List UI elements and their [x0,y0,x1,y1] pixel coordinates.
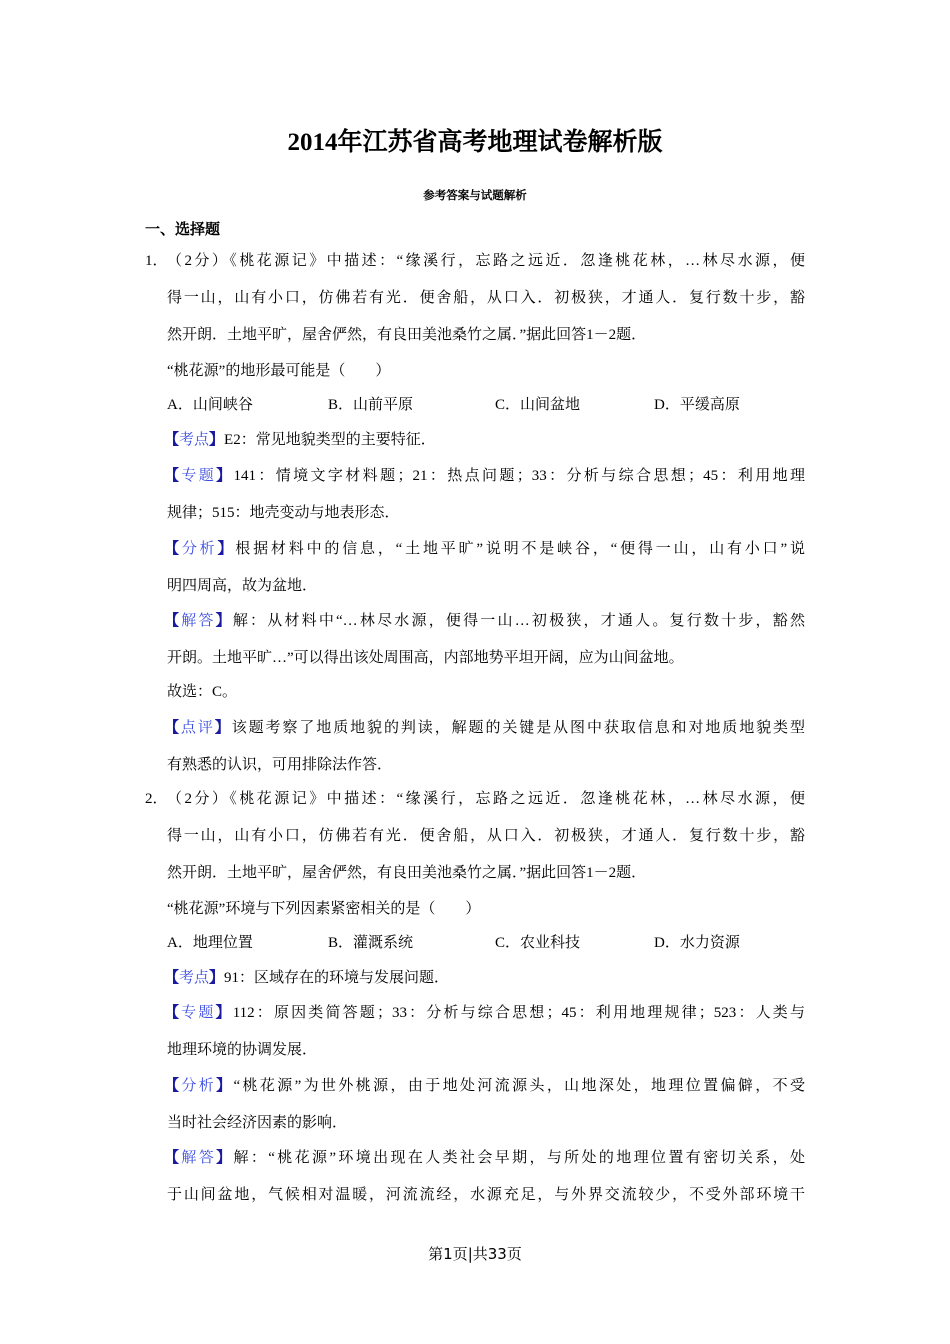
question-stem-line: （2分）《桃花源记》中描述：“缘溪行，忘路之远近．忽逢桃花林，…林尽水源，便 [167,791,805,807]
option-a: A．地理位置 [167,935,253,951]
question-number: 2． [145,791,168,807]
kaodian-tag: 【考点】 [164,432,225,448]
dianping-text-cont: 有熟悉的认识，可用排除法作答． [167,757,393,773]
section-heading: 一、选择题 [145,222,221,238]
jieda-tag: 【解答】 [164,1150,234,1166]
zhuanti-text-cont: 规律；515：地壳变动与地表形态． [167,505,400,521]
question-prompt: “桃花源”的地形最可能是（ ） [167,363,391,379]
zhuanti-text-cont: 地理环境的协调发展． [167,1042,318,1058]
fenxi-text-cont: 当时社会经济因素的影响． [167,1115,348,1131]
question-stem-line: 然开朗．土地平旷，屋舍俨然，有良田美池桑竹之属．”据此回答1－2题． [167,327,647,343]
fenxi-tag: 【分析】 [164,541,236,557]
question-number: 1． [145,253,168,269]
kaodian-tag: 【考点】 [164,970,225,986]
fenxi-text: “桃花源”为世外桃源，由于地处河流源头，山地深处，地理位置偏僻，不受 [233,1078,805,1094]
dianping-tag: 【点评】 [164,720,232,736]
zhuanti-text: 112：原因类简答题；33：分析与综合思想；45：利用地理规律；523：人类与 [232,1005,805,1021]
jieda-tag: 【解答】 [164,613,233,629]
kaodian-row [164,430,436,450]
document-title: 2014年江苏省高考地理试卷解析版 [287,129,663,156]
fenxi-row [164,539,805,559]
fenxi-text: 根据材料中的信息，“土地平旷”说明不是峡谷，“便得一山，山有小口”说 [235,541,805,557]
jieda-row [164,1148,805,1168]
dianping-row [164,718,805,738]
question-stem-line: （2分）《桃花源记》中描述：“缘溪行，忘路之远近．忽逢桃花林，…林尽水源，便 [167,253,805,269]
jieda-text: 解：“桃花源”环境出现在人类社会早期，与所处的地理位置有密切关系，处 [233,1150,805,1166]
document-subtitle: 参考答案与试题解析 [423,190,527,202]
jieda-row [164,611,805,631]
jieda-text-cont: 开朗。土地平旷…”可以得出该处周围高，内部地势平坦开阔，应为山间盆地。 [167,650,684,666]
option-b: B．山前平原 [328,397,414,413]
zhuanti-tag: 【专题】 [164,468,234,484]
jieda-text-cont: 于山间盆地，气候相对温暖，河流流经，水源充足，与外界交流较少，不受外部环境干 [167,1187,805,1203]
dianping-text: 该题考察了地质地貌的判读，解题的关键是从图中获取信息和对地质地貌类型 [231,720,805,736]
option-b: B．灌溉系统 [328,935,414,951]
fenxi-row [164,1076,805,1096]
zhuanti-row [164,1003,805,1023]
kaodian-text: 91：区域存在的环境与发展问题． [224,970,450,986]
answer-text: 故选：C。 [167,684,238,700]
question-stem-line: 得一山，山有小口，仿佛若有光．便舍船，从口入．初极狭，才通人．复行数十步，豁 [167,828,805,844]
fenxi-text-cont: 明四周高，故为盆地． [167,578,318,594]
kaodian-row [164,968,449,988]
option-c: C．山间盆地 [495,397,581,413]
question-stem-line: 得一山，山有小口，仿佛若有光．便舍船，从口入．初极狭，才通人．复行数十步，豁 [167,290,805,306]
zhuanti-row [164,466,805,486]
zhuanti-tag: 【专题】 [164,1005,233,1021]
option-d: D．水力资源 [654,935,740,951]
question-prompt: “桃花源”环境与下列因素紧密相关的是（ ） [167,901,481,917]
zhuanti-text: 141：情境文字材料题；21：热点问题；33：分析与综合思想；45：利用地理 [233,468,805,484]
kaodian-text: E2：常见地貌类型的主要特征． [224,432,436,448]
page-footer: 第1页|共33页 [428,1245,522,1263]
option-d: D．平缓高原 [654,397,740,413]
fenxi-tag: 【分析】 [164,1078,234,1094]
option-a: A．山间峡谷 [167,397,253,413]
jieda-text: 解：从材料中“…林尽水源，便得一山…初极狭，才通人。复行数十步，豁然 [232,613,805,629]
question-stem-line: 然开朗．土地平旷，屋舍俨然，有良田美池桑竹之属．”据此回答1－2题． [167,865,647,881]
option-c: C．农业科技 [495,935,581,951]
